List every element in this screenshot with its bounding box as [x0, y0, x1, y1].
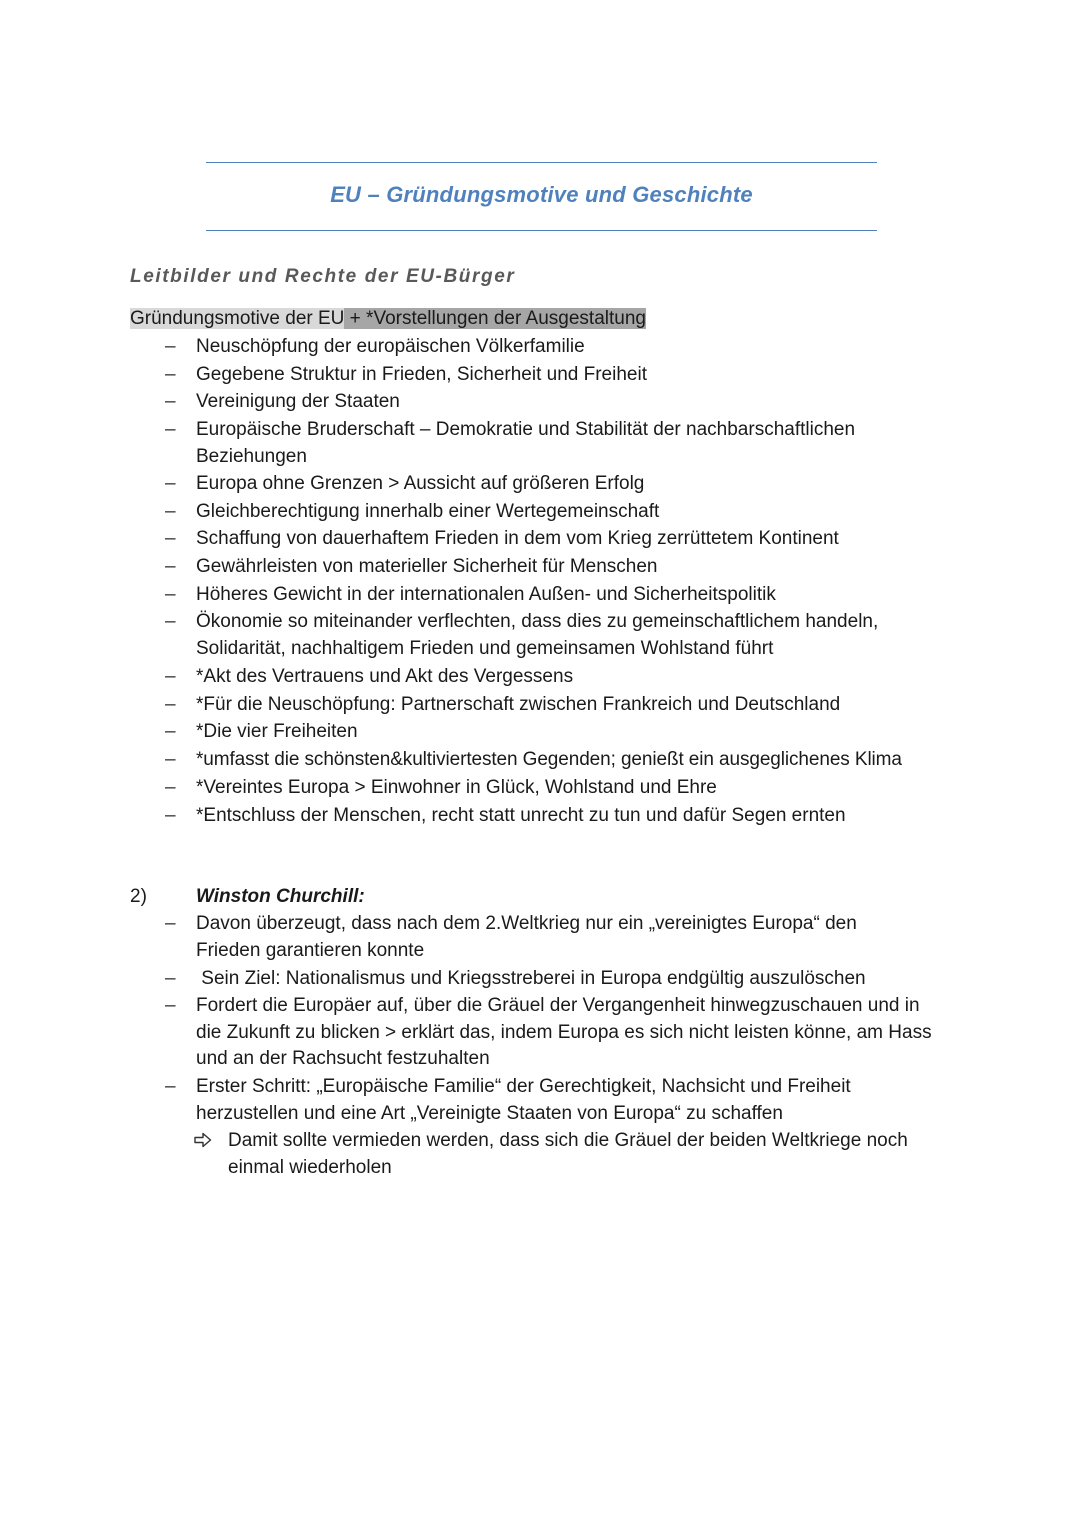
list-item: – Neuschöpfung der europäischen Völkerfamilie: [196, 334, 956, 361]
list-item: – Gegebene Struktur in Frieden, Sicherheit und Freiheit: [196, 362, 956, 389]
dash-bullet: –: [165, 749, 176, 770]
page-title: EU – Gründungsmotive und Geschichte: [330, 182, 753, 207]
title-rule-bottom: [206, 230, 877, 231]
dash-bullet: –: [165, 336, 176, 357]
dash-bullet: –: [165, 694, 176, 715]
list-item: – Fordert die Europäer auf, über die Gräuel der Vergangenheit hinwegzuschauen und in die Zukunft zu blicken > erklärt das, indem Europa es sich nicht leisten könne, am Hass und an der Rachsucht festzuhalten: [165, 995, 932, 1069]
list-item: – Schaffung von dauerhaftem Frieden in dem vom Krieg zerrüttetem Kontinent: [196, 526, 956, 553]
dash-bullet: –: [165, 611, 176, 632]
list-item: – *Entschluss der Menschen, recht statt unrecht zu tun und dafür Segen ernten: [196, 803, 956, 830]
list-item: – *Für die Neuschöpfung: Partnerschaft zwischen Frankreich und Deutschland: [196, 692, 956, 719]
list-item: – Davon überzeugt, dass nach dem 2.Weltkrieg nur ein „vereinigtes Europa“ den Frieden garantieren konnte: [165, 913, 857, 961]
dash-bullet: –: [165, 666, 176, 687]
dash-bullet: –: [165, 391, 176, 412]
conclusion-item: [228, 1128, 958, 1181]
dash-bullet: –: [165, 968, 176, 989]
list-item: – *Akt des Vertrauens und Akt des Vergessens: [196, 664, 956, 691]
list-item: – Europäische Bruderschaft – Demokratie und Stabilität der nachbarschaftlichen Beziehungen: [165, 419, 856, 467]
list-item: – *Die vier Freiheiten: [196, 719, 956, 746]
churchill-heading: Winston Churchill:: [196, 886, 365, 907]
list-item: – Gewährleisten von materieller Sicherheit für Menschen: [196, 554, 956, 581]
list-item: – *umfasst die schönsten&kultiviertesten Gegenden; genießt ein ausgeglichenes Klima: [196, 747, 996, 774]
dash-bullet: –: [165, 721, 176, 742]
dash-bullet: –: [165, 995, 176, 1016]
title-rule-top: [206, 162, 877, 163]
heading-highlight-light: Gründungsmotive der EU: [130, 308, 345, 329]
dash-bullet: –: [165, 501, 176, 522]
list-item: – *Vereintes Europa > Einwohner in Glück, Wohlstand und Ehre: [196, 775, 956, 802]
list-item: – Sein Ziel: Nationalismus und Kriegsstreberei in Europa endgültig auszulöschen: [196, 966, 956, 993]
section-number: 2): [130, 886, 147, 907]
dash-bullet: –: [165, 364, 176, 385]
list-item: – Europa ohne Grenzen > Aussicht auf größeren Erfolg: [196, 471, 956, 498]
dash-bullet: –: [165, 528, 176, 549]
dash-bullet: –: [165, 913, 176, 934]
list-item: – Vereinigung der Staaten: [196, 389, 956, 416]
section-heading: [130, 306, 646, 332]
dash-bullet: –: [165, 777, 176, 798]
arrow-right-icon: [194, 1132, 212, 1148]
subheading: Leitbilder und Rechte der EU-Bürger: [130, 266, 516, 287]
list-item: – Höheres Gewicht in der internationalen Außen- und Sicherheitspolitik: [196, 582, 956, 609]
dash-bullet: –: [165, 473, 176, 494]
dash-bullet: –: [165, 1076, 176, 1097]
dash-bullet: –: [165, 805, 176, 826]
dash-bullet: –: [165, 419, 176, 440]
dash-bullet: –: [165, 556, 176, 577]
heading-highlight-dark: + *Vorstellungen der Ausgestaltung: [344, 308, 646, 329]
dash-bullet: –: [165, 584, 176, 605]
list-item: – Ökonomie so miteinander verflechten, dass dies zu gemeinschaftlichem handeln, Solidarität, nachhaltigem Frieden und gemeinsamen Wohlstand führt: [165, 611, 879, 659]
list-item: – Erster Schritt: „Europäische Familie“ der Gerechtigkeit, Nachsicht und Freiheit herzustellen und eine Art „Vereinigte Staaten von Europa“ zu schaffen: [165, 1076, 851, 1124]
list-item: – Gleichberechtigung innerhalb einer Wertegemeinschaft: [196, 499, 956, 526]
conclusion-text: Damit sollte vermieden werden, dass sich die Gräuel der beiden Weltkriege noch einmal wiederholen: [228, 1130, 908, 1178]
